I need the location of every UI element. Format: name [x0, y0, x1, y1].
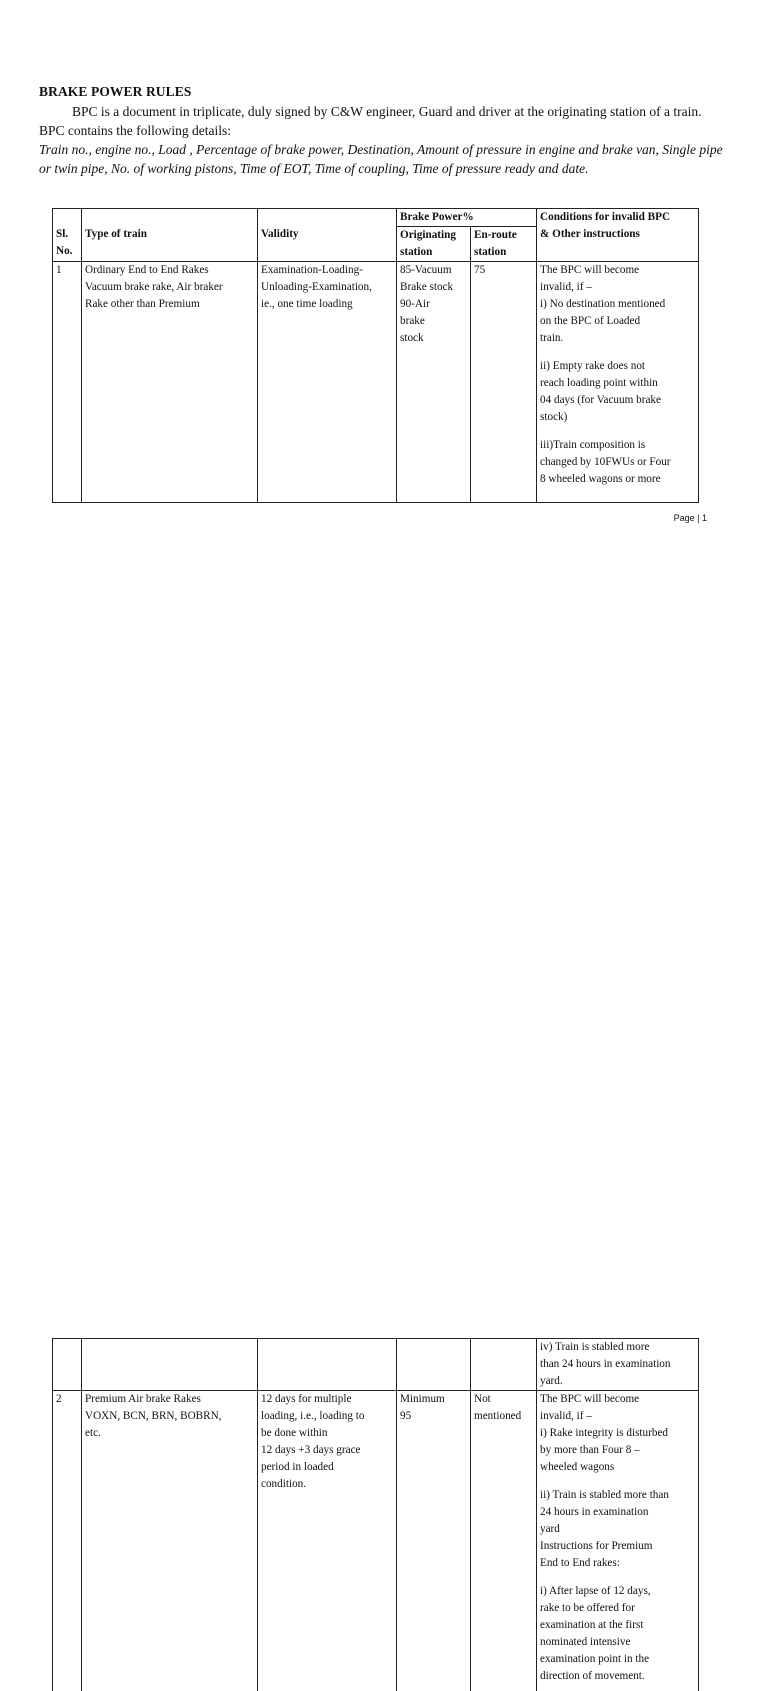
- header-originating-station: Originating station: [397, 227, 471, 262]
- condition-paragraph: The BPC will become invalid, if – i) Rake integrity is disturbed by more than Four 8 – wheeled wagons: [540, 1393, 669, 1473]
- condition-paragraph: iii)Train composition is changed by 10FWUs or Four 8 wheeled wagons or more: [540, 439, 671, 485]
- header-validity: Validity: [258, 209, 397, 262]
- header-sl-no: [53, 209, 82, 262]
- header-type-of-train: Type of train: [82, 209, 258, 262]
- bpc-details: Train no., engine no., Load , Percentage of brake power, Destination, Amount of pressure in engine and brake van, Single pipe or twin pipe, No. of working pistons, Time of EOT, Time of coupling, Time of pressure ready and date.: [39, 142, 723, 176]
- header-enroute-station: En-route station: [471, 227, 537, 262]
- header-sl-line: Sl.: [56, 228, 69, 240]
- cell-sl: 2: [53, 1391, 82, 1691]
- cell-conditions: [537, 1391, 699, 1691]
- document-title: BRAKE POWER RULES: [39, 84, 192, 99]
- cell-conditions: [537, 262, 699, 503]
- cell-originating: Minimum 95: [397, 1391, 471, 1691]
- intro-section: [39, 102, 729, 178]
- condition-paragraph: ii) Empty rake does not reach loading point within 04 days (for Vacuum brake stock): [540, 360, 661, 423]
- table-row: [53, 262, 699, 503]
- cell-validity: Examination-Loading- Unloading-Examination, ie., one time loading: [258, 262, 397, 503]
- header-conditions: Conditions for invalid BPC & Other instructions: [537, 209, 699, 262]
- cell-validity: [258, 1339, 397, 1391]
- cell-enroute: [471, 1339, 537, 1391]
- cell-enroute: Not mentioned: [471, 1391, 537, 1691]
- cell-sl: [53, 1339, 82, 1391]
- intro-paragraph: BPC is a document in triplicate, duly signed by C&W engineer, Guard and driver at the originating station of a train. BPC contains the following details:: [39, 104, 702, 138]
- table-header-row: [53, 209, 699, 227]
- header-brake-power: Brake Power%: [397, 209, 537, 227]
- page-number: Page | 1: [673, 513, 707, 523]
- brake-power-table: [52, 208, 699, 503]
- cell-originating: 85-Vacuum Brake stock 90-Air brake stock: [397, 262, 471, 503]
- cell-originating: [397, 1339, 471, 1391]
- cell-validity: 12 days for multiple loading, i.e., loading to be done within 12 days +3 days grace period in loaded condition.: [258, 1391, 397, 1691]
- condition-paragraph: The BPC will become invalid, if – i) No destination mentioned on the BPC of Loaded train.: [540, 264, 666, 344]
- cell-conditions: iv) Train is stabled more than 24 hours in examination yard.: [537, 1339, 699, 1391]
- table-row: [53, 1339, 699, 1391]
- page-1: [0, 0, 768, 535]
- table-row: [53, 1391, 699, 1691]
- condition-paragraph: ii) Train is stabled more than 24 hours in examination yard Instructions for Premium End to End rakes:: [540, 1489, 669, 1569]
- brake-power-table-continued: [52, 1338, 699, 1691]
- cell-type: Ordinary End to End Rakes Vacuum brake rake, Air braker Rake other than Premium: [82, 262, 258, 503]
- cell-type: [82, 1339, 258, 1391]
- cell-sl: 1: [53, 262, 82, 503]
- cell-type: Premium Air brake Rakes VOXN, BCN, BRN, BOBRN, etc.: [82, 1391, 258, 1691]
- header-sl-line: No.: [56, 245, 73, 257]
- page-2: [0, 660, 768, 1682]
- condition-paragraph: i) After lapse of 12 days, rake to be offered for examination at the first nominated intensive examination point in the direction of movement.: [540, 1585, 651, 1682]
- cell-enroute: 75: [471, 262, 537, 503]
